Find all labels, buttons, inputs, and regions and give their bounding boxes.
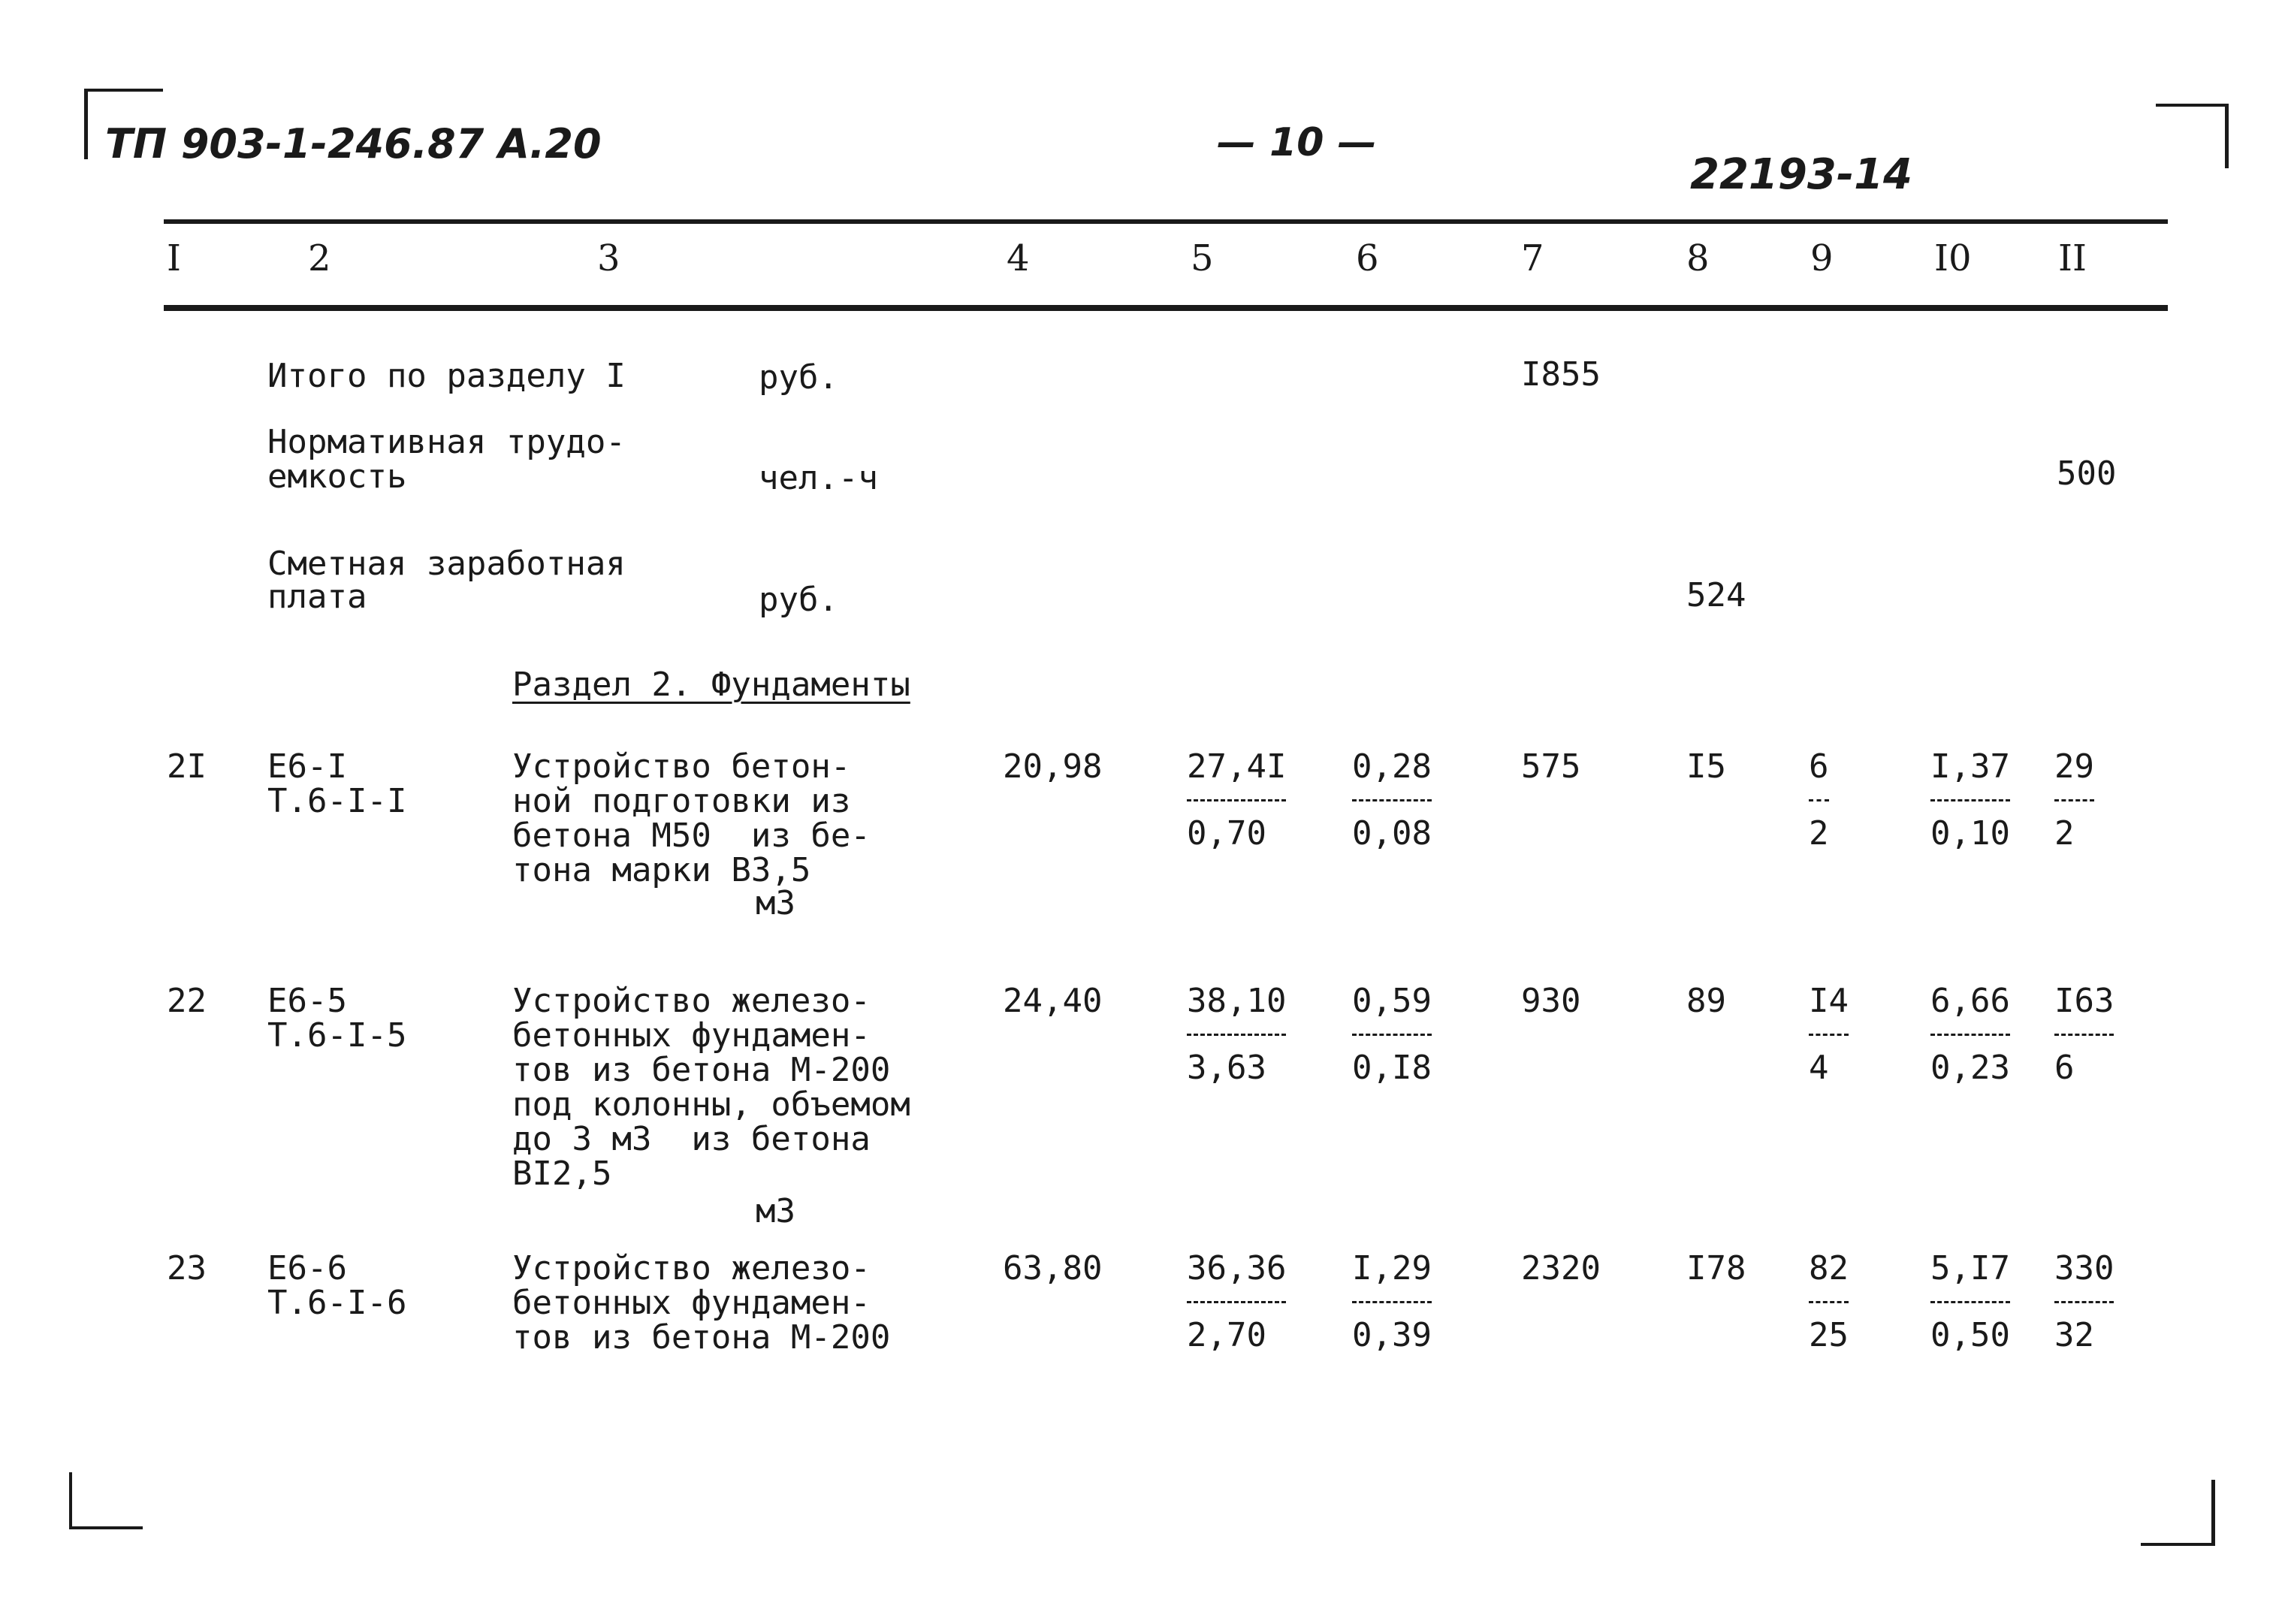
row-desc-line3: бетона М50 из бе-	[512, 817, 871, 855]
fraction-bar	[1930, 799, 2010, 801]
column-header-10: I0	[1934, 237, 1972, 279]
fraction-bar	[1930, 1034, 2010, 1036]
row-col10-fraction	[1930, 984, 2010, 1085]
row-col7: 2320	[1521, 1249, 1601, 1287]
row-desc-line6: ВI2,5	[512, 1155, 612, 1193]
row-col6-top: I,29	[1352, 1249, 1432, 1287]
row-col6-fraction	[1352, 747, 1432, 853]
row-col6-top: 0,59	[1352, 982, 1432, 1020]
fraction-bar	[1809, 799, 1829, 801]
row-col5-fraction	[1187, 984, 1286, 1085]
row-col5-fraction	[1187, 1251, 1286, 1353]
row-desc-line4: тона марки В3,5	[512, 851, 811, 889]
row-col5-bottom: 2,70	[1187, 1316, 1266, 1354]
fraction-bar	[1187, 1034, 1286, 1036]
summary-labor-unit: чел.-ч	[759, 459, 878, 497]
column-header-8: 8	[1686, 237, 1710, 279]
row-col11-top: 330	[2054, 1249, 2114, 1287]
row-number: 22	[167, 982, 207, 1020]
summary-labor-value: 500	[2057, 454, 2117, 493]
row-col9-top: I4	[1809, 982, 1849, 1020]
row-desc-line1: Устройство бетон-	[512, 747, 851, 786]
summary-total-value: I855	[1521, 355, 1601, 394]
header-rule-top	[164, 219, 2168, 224]
fraction-bar	[1352, 799, 1432, 801]
row-number: 23	[167, 1249, 207, 1287]
row-col7: 575	[1521, 747, 1581, 786]
fraction-bar	[1809, 1301, 1849, 1303]
row-code-line2: Т.6-I-5	[267, 1016, 407, 1055]
row-col10-top: I,37	[1930, 747, 2010, 786]
row-col11-fraction	[2054, 1251, 2114, 1353]
row-col11-top: 29	[2054, 747, 2094, 786]
row-desc-line1: Устройство железо-	[512, 982, 871, 1020]
row-col10-bottom: 0,10	[1930, 814, 2010, 853]
summary-wages-value: 524	[1686, 576, 1746, 614]
row-code-line2: Т.6-I-6	[267, 1284, 407, 1322]
row-col7: 930	[1521, 982, 1581, 1020]
document-code: ТП 903-1-246.87 А.20	[105, 120, 602, 168]
row-col10-fraction	[1930, 747, 2010, 853]
row-code-line1: Е6-6	[267, 1249, 347, 1287]
fraction-bar	[2054, 1301, 2114, 1303]
column-header-2: 2	[308, 237, 331, 279]
row-number: 2I	[167, 747, 207, 786]
row-col4: 63,80	[1003, 1249, 1103, 1287]
summary-labor-label-line1: Нормативная трудо-	[267, 423, 626, 461]
frame-corner-bottom-right	[2141, 1480, 2215, 1546]
row-col4: 20,98	[1003, 747, 1103, 786]
row-col9-top: 6	[1809, 747, 1829, 786]
summary-labor-label-line2: емкость	[267, 457, 407, 496]
row-col11-bottom: 2	[2054, 814, 2075, 853]
row-col11-fraction	[2054, 747, 2094, 853]
column-header-5: 5	[1191, 237, 1214, 279]
row-col5-top: 27,4I	[1187, 747, 1287, 786]
row-col6-fraction	[1352, 984, 1432, 1085]
row-col5-top: 36,36	[1187, 1249, 1287, 1287]
summary-wages-label-line1: Сметная заработная	[267, 545, 626, 583]
row-code-line1: Е6-I	[267, 747, 347, 786]
page-number: — 10 —	[1217, 120, 1377, 165]
row-col5-top: 38,10	[1187, 982, 1287, 1020]
row-col11-bottom: 6	[2054, 1049, 2075, 1087]
row-unit: м3	[756, 1192, 795, 1230]
summary-wages-unit: руб.	[759, 581, 838, 619]
header-rule-bottom	[164, 305, 2168, 311]
column-header-3: 3	[597, 237, 620, 279]
archive-number: 22193-14	[1690, 150, 1912, 199]
row-col9-fraction	[1809, 984, 1849, 1085]
row-col9-bottom: 4	[1809, 1049, 1829, 1087]
row-col10-bottom: 0,50	[1930, 1316, 2010, 1354]
row-col5-bottom: 0,70	[1187, 814, 1266, 853]
summary-total-label: Итого по разделу I	[267, 357, 626, 395]
row-col8: I78	[1686, 1249, 1746, 1287]
row-desc-line3: тов из бетона М-200	[512, 1051, 891, 1089]
row-col6-bottom: 0,08	[1352, 814, 1432, 853]
column-header-9: 9	[1810, 237, 1834, 279]
row-desc-line2: бетонных фундамен-	[512, 1284, 871, 1322]
row-col6-top: 0,28	[1352, 747, 1432, 786]
fraction-bar	[2054, 799, 2094, 801]
column-header-7: 7	[1521, 237, 1544, 279]
summary-wages-label-line2: плата	[267, 578, 367, 616]
row-col10-top: 5,I7	[1930, 1249, 2010, 1287]
row-col9-fraction	[1809, 1251, 1849, 1353]
row-col11-fraction	[2054, 984, 2114, 1085]
row-col11-bottom: 32	[2054, 1316, 2094, 1354]
column-header-11: II	[2058, 237, 2087, 279]
row-unit: м3	[756, 884, 795, 922]
row-col10-fraction	[1930, 1251, 2010, 1353]
fraction-bar	[1930, 1301, 2010, 1303]
row-col5-bottom: 3,63	[1187, 1049, 1266, 1087]
row-desc-line2: бетонных фундамен-	[512, 1016, 871, 1055]
fraction-bar	[1352, 1301, 1432, 1303]
fraction-bar	[1809, 1034, 1849, 1036]
fraction-bar	[2054, 1034, 2114, 1036]
row-col10-bottom: 0,23	[1930, 1049, 2010, 1087]
row-col9-fraction	[1809, 747, 1829, 853]
row-code-line2: Т.6-I-I	[267, 782, 407, 820]
row-desc-line1: Устройство железо-	[512, 1249, 871, 1287]
row-col10-top: 6,66	[1930, 982, 2010, 1020]
fraction-bar	[1352, 1034, 1432, 1036]
row-col6-bottom: 0,I8	[1352, 1049, 1432, 1087]
row-col6-fraction	[1352, 1251, 1432, 1353]
row-desc-line2: ной подготовки из	[512, 782, 851, 820]
fraction-bar	[1187, 1301, 1286, 1303]
column-header-1: I	[167, 237, 181, 279]
row-desc-line3: тов из бетона М-200	[512, 1318, 891, 1357]
fraction-bar	[1187, 799, 1286, 801]
row-col9-top: 82	[1809, 1249, 1849, 1287]
column-header-6: 6	[1356, 237, 1379, 279]
row-desc-line4: под колонны, объемом	[512, 1085, 910, 1124]
section-title: Раздел 2. Фундаменты	[512, 666, 910, 704]
row-desc-line5: до 3 м3 из бетона	[512, 1120, 871, 1158]
column-header-4: 4	[1007, 237, 1030, 279]
row-col8: 89	[1686, 982, 1726, 1020]
row-col8: I5	[1686, 747, 1726, 786]
row-col4: 24,40	[1003, 982, 1103, 1020]
row-col9-bottom: 2	[1809, 814, 1829, 853]
row-col9-bottom: 25	[1809, 1316, 1849, 1354]
frame-corner-bottom-left	[69, 1472, 143, 1529]
row-col5-fraction	[1187, 747, 1287, 853]
row-col6-bottom: 0,39	[1352, 1316, 1432, 1354]
row-code-line1: Е6-5	[267, 982, 347, 1020]
summary-total-unit: руб.	[759, 358, 838, 397]
row-col11-top: I63	[2054, 982, 2114, 1020]
frame-corner-top-right	[2156, 104, 2229, 168]
